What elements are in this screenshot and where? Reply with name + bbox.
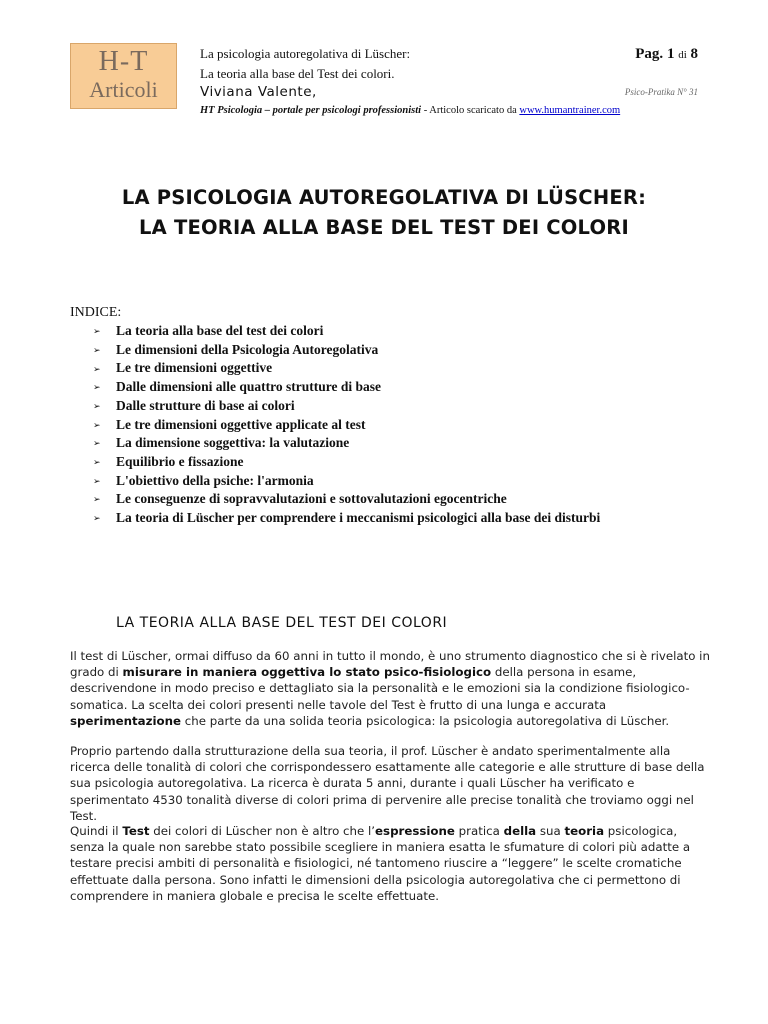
toc-item xyxy=(93,397,600,416)
toc-item xyxy=(93,416,600,435)
toc-item-label: La teoria di Lüscher per comprendere i meccanismi psicologici alla base dei disturbi xyxy=(116,510,601,526)
toc-item xyxy=(93,378,600,397)
toc-item xyxy=(93,359,600,378)
toc-item-label: Le tre dimensioni oggettive applicate al test xyxy=(116,416,366,432)
header-title-line2: La teoria alla base del Test dei colori. xyxy=(200,66,395,81)
bullet-arrow-icon: ➢ xyxy=(93,457,101,468)
p3-text-c: pratica xyxy=(454,824,504,838)
p1-bold-b: sperimentazione xyxy=(70,713,182,728)
site-link[interactable]: www.humantrainer.com xyxy=(519,105,621,116)
p1-text-a: Il test di Lüscher, ormai diffuso da 60 anni in tutto il mondo, è uno strumento diagnostico che si è rivelato in grado di xyxy=(70,649,710,680)
series-number: Psico-Pratika N° 31 xyxy=(624,87,698,97)
toc-item xyxy=(93,341,600,360)
page-label: Pag. xyxy=(635,46,664,62)
toc-item xyxy=(93,453,600,472)
index-label: INDICE: xyxy=(70,305,122,320)
bullet-arrow-icon: ➢ xyxy=(93,419,101,430)
toc-item-label: L'obiettivo della psiche: l'armonia xyxy=(116,472,314,488)
p3-text-b: dei colori di Lüscher non è altro che l’ xyxy=(149,824,376,838)
logo-line2: Articoli xyxy=(89,77,158,102)
toc-item-label: Equilibrio e fissazione xyxy=(116,453,244,469)
document-title-line2: LA TEORIA ALLA BASE DEL TEST DEI COLORI xyxy=(139,216,629,239)
toc-item xyxy=(93,509,600,528)
header-portal-line xyxy=(200,105,700,116)
p1-text-c: che parte da una solida teoria psicologica: la psicologia autoregolativa di Lüscher. xyxy=(181,713,670,728)
document-title-line1: LA PSICOLOGIA AUTOREGOLATIVA DI LÜSCHER: xyxy=(121,186,647,209)
toc-item-label: Dalle strutture di base ai colori xyxy=(116,397,295,413)
page-number: 1 xyxy=(666,46,675,62)
p3-text-a: Quindi il xyxy=(70,824,123,838)
bullet-arrow-icon: ➢ xyxy=(93,344,101,355)
toc-item-label: Le conseguenze di sopravvalutazioni e sottovalutazioni egocentriche xyxy=(116,491,507,507)
p3-bold-della: della xyxy=(503,824,537,838)
bullet-arrow-icon: ➢ xyxy=(93,494,101,505)
ht-articoli-logo xyxy=(70,43,177,109)
toc-item xyxy=(93,490,600,509)
page-of: di xyxy=(678,49,687,61)
p3-text-d: sua xyxy=(536,824,565,838)
paragraph-1 xyxy=(70,648,710,729)
bullet-arrow-icon: ➢ xyxy=(93,513,101,524)
bullet-arrow-icon: ➢ xyxy=(93,438,101,449)
toc-item xyxy=(93,434,600,453)
p3-bold-teoria: teoria xyxy=(564,824,605,838)
paragraph-2: Proprio partendo dalla strutturazione della sua teoria, il prof. Lüscher è andato sperimentalmente alla ricerca delle tonalità di colori che corrispondessero esattamente alle categorie e alle strutture di base della sua psicologia autoregolativa. La ricerca è durata 5 anni, durante i quali Lüscher ha verificato e sperimentato 4530 tonalità diverse di colori prima di pervenire alle precise tonalità che troviamo oggi nel Test. xyxy=(70,744,705,823)
bullet-arrow-icon: ➢ xyxy=(93,382,101,393)
portal-name: HT Psicologia – portale per psicologi professionisti xyxy=(200,105,422,116)
bullet-arrow-icon: ➢ xyxy=(93,363,101,374)
header-title-line1: La psicologia autoregolativa di Lüscher: xyxy=(200,46,411,61)
toc-item-label: La dimensione soggettiva: la valutazione xyxy=(116,435,350,451)
download-text: Articolo scaricato da xyxy=(429,105,520,116)
toc-item-label: Le tre dimensioni oggettive xyxy=(116,360,273,376)
header-author: Viviana Valente, xyxy=(200,84,317,100)
toc-item xyxy=(93,322,600,341)
bullet-arrow-icon: ➢ xyxy=(93,326,101,337)
toc-item-label: Le dimensioni della Psicologia Autoregolativa xyxy=(116,341,379,357)
toc-item-label: La teoria alla base del test dei colori xyxy=(116,323,324,338)
toc-item-label: Dalle dimensioni alle quattro strutture di base xyxy=(116,379,382,395)
toc-item xyxy=(93,472,600,491)
p3-bold-test: Test xyxy=(122,824,150,838)
portal-separator: - xyxy=(421,105,430,116)
page-total: 8 xyxy=(690,46,698,62)
paragraph-3 xyxy=(70,823,710,904)
p1-text-b: della persona in esame, descrivendone in modo preciso e dettagliato sia la personalità e le emozioni sia la condizione fisiologico-somatica. La scelta dei colori presenti nelle tavole del Test è frutto di una lunga e accurata xyxy=(70,665,690,712)
p3-text-e: psicologica, senza la quale non sarebbe stato possibile scegliere in maniera esatta le sfumature di colori più adatte a testare precisi ambiti di personalità e fisiologici, né tantomeno riuscire a “leggere” le scelte cromatiche effettuate dalla persona. Sono infatti le dimensioni della psicologia autoregolativa che ci permettono di comprendere in maniera globale e precisa le scelte effettuate. xyxy=(70,824,691,903)
bullet-arrow-icon: ➢ xyxy=(93,475,101,486)
bullet-arrow-icon: ➢ xyxy=(93,400,101,411)
p1-bold-a: misurare in maniera oggettiva lo stato psico-fisiologico xyxy=(122,665,492,680)
section-heading: LA TEORIA ALLA BASE DEL TEST DEI COLORI xyxy=(116,615,448,631)
table-of-contents xyxy=(93,322,600,528)
page-indicator xyxy=(635,46,698,63)
logo-line1: H-T xyxy=(98,46,149,77)
p3-bold-espressione: espressione xyxy=(375,824,455,838)
